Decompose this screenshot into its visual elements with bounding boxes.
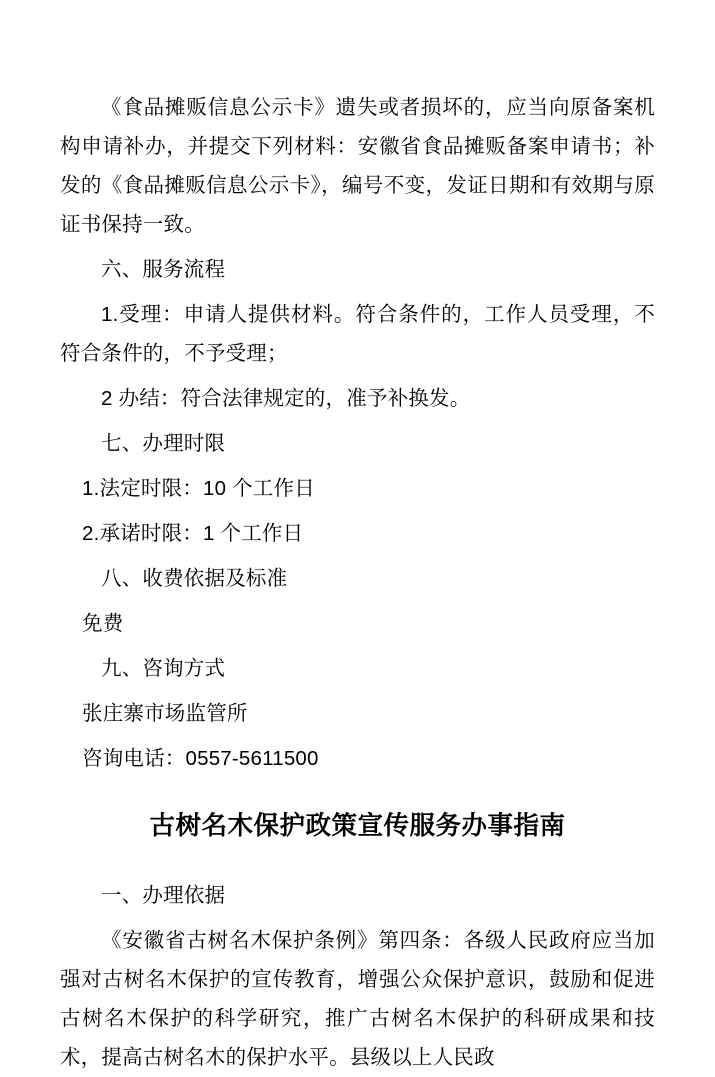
paragraph: 2.承诺时限：1 个工作日 (82, 522, 304, 545)
paragraph: 2 办结：符合法律规定的，准予补换发。 (101, 387, 471, 410)
section-heading-one: 一、办理依据 (101, 884, 226, 907)
section-heading-eight: 八、收费依据及标准 (101, 567, 288, 590)
section-heading-six: 六、服务流程 (101, 258, 226, 281)
paragraph: 张庄寨市场监管所 (82, 702, 248, 725)
contact-phone: 咨询电话：0557-5611500 (82, 747, 319, 770)
paragraph: 《食品摊贩信息公示卡》遗失或者损坏的，应当向原备案机构申请补办，并提交下列材料：安徽省食品摊贩备案申请书；补发的《食品摊贩信息公示卡》，编号不变，发证日期和有效期与原证书保持一致。 (60, 96, 655, 236)
paragraph: 《安徽省古树名木保护条例》第四条：各级人民政府应当加强对古树名木保护的宣传教育，增强公众保护意识，鼓励和促进古树名木保护的科学研究，推广古树名木保护的科研成果和技术，提高古树名木的保护水平。县级以上人民政 (60, 929, 655, 1069)
section-heading-seven: 七、办理时限 (101, 432, 226, 455)
paragraph: 1.受理：申请人提供材料。符合条件的，工作人员受理，不符合条件的，不予受理； (60, 303, 655, 365)
section-heading-nine: 九、咨询方式 (101, 657, 226, 680)
spacer (60, 846, 655, 876)
spacer (60, 778, 655, 806)
paragraph: 1.法定时限：10 个工作日 (82, 477, 315, 500)
paragraph: 免费 (82, 612, 124, 635)
document-title: 古树名木保护政策宣传服务办事指南 (149, 812, 566, 840)
